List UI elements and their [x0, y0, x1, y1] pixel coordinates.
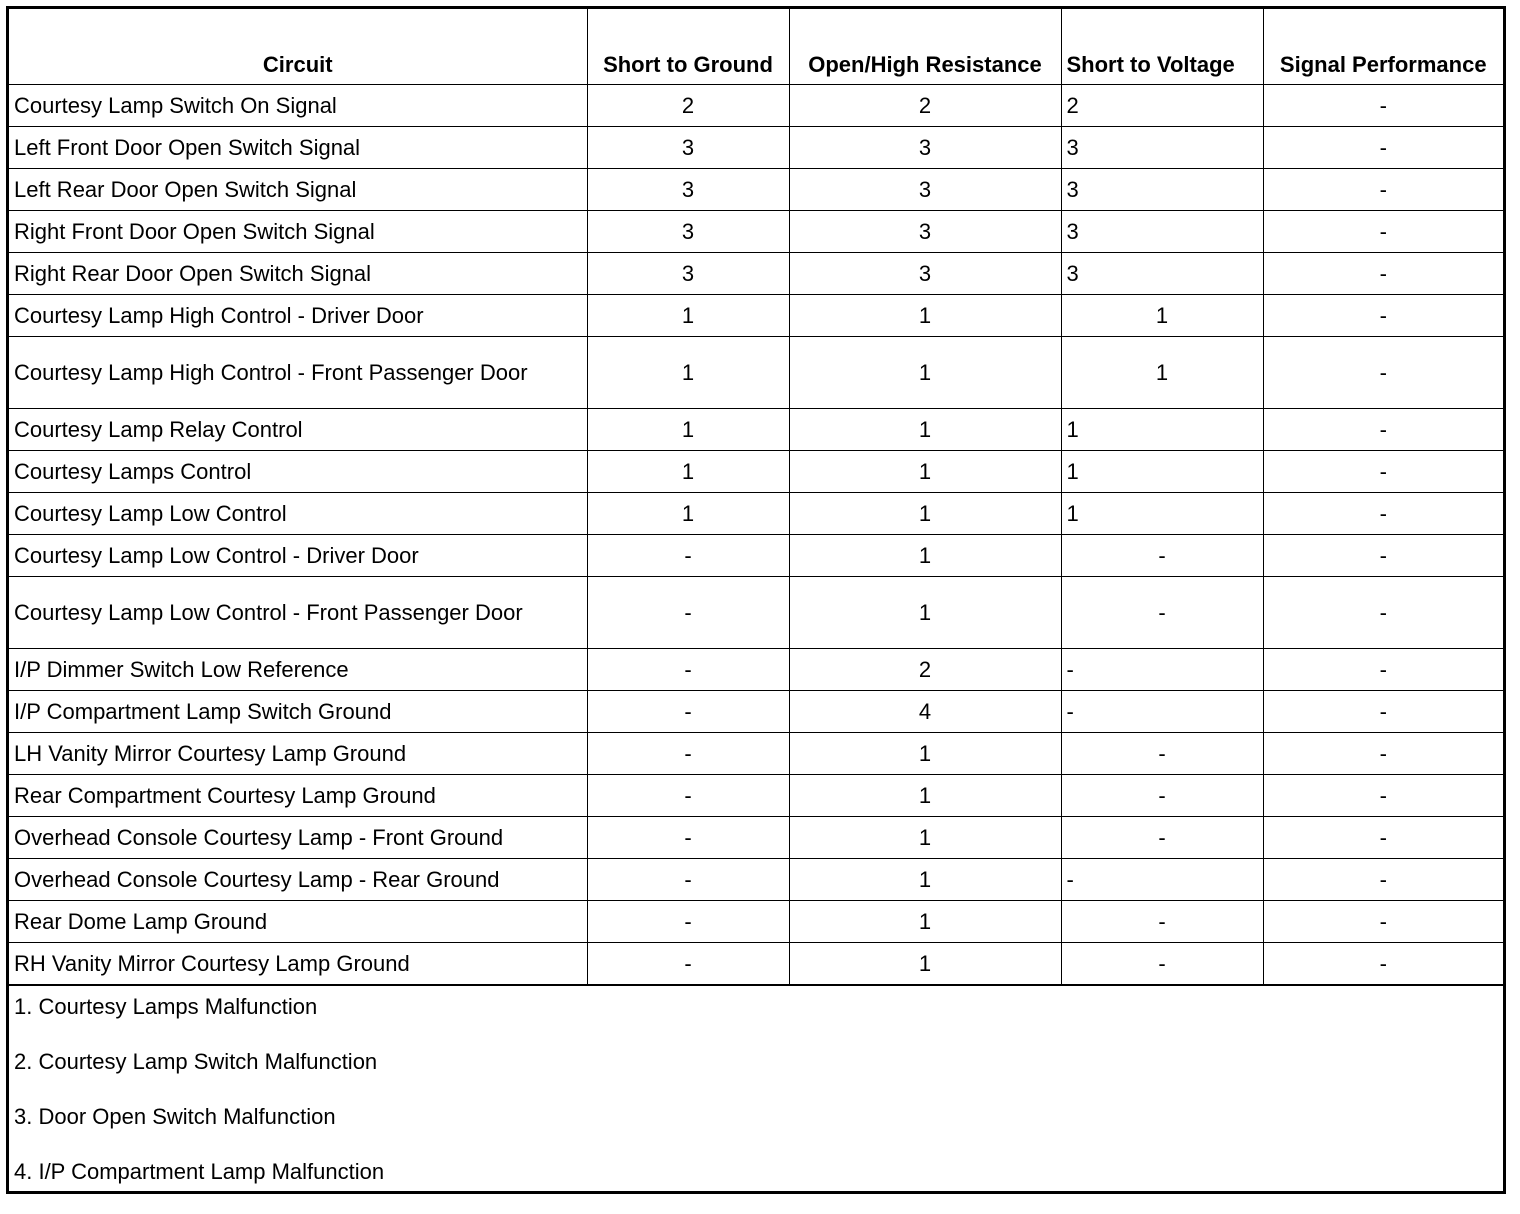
signal-performance-value: - [1263, 649, 1503, 691]
signal-performance-value: - [1263, 901, 1503, 943]
signal-performance-value: - [1263, 577, 1503, 649]
signal-performance-value: - [1263, 253, 1503, 295]
circuit-name: Courtesy Lamps Control [9, 451, 587, 493]
legend-item: 3. Door Open Switch Malfunction [14, 1104, 336, 1129]
signal-performance-value: - [1263, 775, 1503, 817]
circuit-name: Courtesy Lamp Relay Control [9, 409, 587, 451]
legend-item: 2. Courtesy Lamp Switch Malfunction [14, 1049, 378, 1074]
short-to-voltage-value: 3 [1061, 169, 1263, 211]
open-high-resistance-value: 1 [789, 535, 1061, 577]
open-high-resistance-value: 1 [789, 409, 1061, 451]
open-high-resistance-value: 3 [789, 127, 1061, 169]
circuit-name: Rear Compartment Courtesy Lamp Ground [9, 775, 587, 817]
short-to-ground-value: - [587, 901, 789, 943]
short-to-ground-value: 3 [587, 169, 789, 211]
signal-performance-value: - [1263, 451, 1503, 493]
circuit-name: Right Rear Door Open Switch Signal [9, 253, 587, 295]
circuit-fault-table [9, 9, 1503, 985]
open-high-resistance-value: 1 [789, 859, 1061, 901]
short-to-voltage-value: - [1061, 649, 1263, 691]
short-to-voltage-value: - [1061, 901, 1263, 943]
legend [9, 985, 1503, 1214]
open-high-resistance-value: 1 [789, 733, 1061, 775]
short-to-voltage-value: - [1061, 859, 1263, 901]
short-to-voltage-value: 3 [1061, 253, 1263, 295]
table-row [9, 169, 1503, 211]
table-row [9, 127, 1503, 169]
signal-performance-value: - [1263, 337, 1503, 409]
open-high-resistance-value: 1 [789, 337, 1061, 409]
table-row [9, 943, 1503, 985]
circuit-name: Courtesy Lamp High Control - Driver Door [9, 295, 587, 337]
circuit-name: Courtesy Lamp Low Control - Driver Door [9, 535, 587, 577]
open-high-resistance-value: 1 [789, 901, 1061, 943]
header-circuit: Circuit [9, 9, 587, 85]
short-to-ground-value: 1 [587, 409, 789, 451]
open-high-resistance-value: 1 [789, 295, 1061, 337]
open-high-resistance-value: 1 [789, 493, 1061, 535]
short-to-ground-value: 3 [587, 211, 789, 253]
short-to-voltage-value: 1 [1061, 337, 1263, 409]
table-row [9, 493, 1503, 535]
open-high-resistance-value: 2 [789, 649, 1061, 691]
circuit-name: Courtesy Lamp High Control - Front Passenger Door [9, 337, 587, 409]
open-high-resistance-value: 1 [789, 451, 1061, 493]
table-row [9, 409, 1503, 451]
signal-performance-value: - [1263, 691, 1503, 733]
short-to-ground-value: 3 [587, 127, 789, 169]
short-to-voltage-value: - [1061, 733, 1263, 775]
circuit-name: I/P Dimmer Switch Low Reference [9, 649, 587, 691]
short-to-voltage-value: - [1061, 775, 1263, 817]
signal-performance-value: - [1263, 493, 1503, 535]
table-row [9, 211, 1503, 253]
legend-item: 1. Courtesy Lamps Malfunction [14, 994, 318, 1019]
table-row [9, 85, 1503, 127]
table-row [9, 451, 1503, 493]
circuit-name: Overhead Console Courtesy Lamp - Front Ground [9, 817, 587, 859]
short-to-ground-value: - [587, 817, 789, 859]
signal-performance-value: - [1263, 409, 1503, 451]
signal-performance-value: - [1263, 859, 1503, 901]
open-high-resistance-value: 1 [789, 817, 1061, 859]
signal-performance-value: - [1263, 817, 1503, 859]
table-row [9, 733, 1503, 775]
signal-performance-value: - [1263, 733, 1503, 775]
open-high-resistance-value: 4 [789, 691, 1061, 733]
legend-item: 4. I/P Compartment Lamp Malfunction [14, 1159, 385, 1184]
short-to-voltage-value: - [1061, 535, 1263, 577]
short-to-voltage-value: 2 [1061, 85, 1263, 127]
table-row [9, 295, 1503, 337]
short-to-ground-value: - [587, 943, 789, 985]
short-to-ground-value: 1 [587, 295, 789, 337]
short-to-voltage-value: 3 [1061, 211, 1263, 253]
open-high-resistance-value: 1 [789, 775, 1061, 817]
open-high-resistance-value: 3 [789, 169, 1061, 211]
open-high-resistance-value: 1 [789, 943, 1061, 985]
circuit-name: Right Front Door Open Switch Signal [9, 211, 587, 253]
table-row [9, 817, 1503, 859]
circuit-fault-sheet [6, 6, 1506, 1194]
circuit-name: Courtesy Lamp Switch On Signal [9, 85, 587, 127]
circuit-name: Rear Dome Lamp Ground [9, 901, 587, 943]
short-to-voltage-value: - [1061, 943, 1263, 985]
table-row [9, 691, 1503, 733]
open-high-resistance-value: 1 [789, 577, 1061, 649]
signal-performance-value: - [1263, 211, 1503, 253]
short-to-ground-value: - [587, 733, 789, 775]
header-short-to-ground: Short to Ground [587, 9, 789, 85]
short-to-ground-value: - [587, 775, 789, 817]
open-high-resistance-value: 3 [789, 211, 1061, 253]
circuit-name: Courtesy Lamp Low Control [9, 493, 587, 535]
short-to-ground-value: 3 [587, 253, 789, 295]
header-open-high-resistance: Open/High Resistance [789, 9, 1061, 85]
signal-performance-value: - [1263, 535, 1503, 577]
signal-performance-value: - [1263, 127, 1503, 169]
circuit-name: Courtesy Lamp Low Control - Front Passenger Door [9, 577, 587, 649]
short-to-voltage-value: 1 [1061, 409, 1263, 451]
header-short-to-voltage: Short to Voltage [1061, 9, 1263, 85]
circuit-name: I/P Compartment Lamp Switch Ground [9, 691, 587, 733]
table-row [9, 253, 1503, 295]
signal-performance-value: - [1263, 295, 1503, 337]
circuit-name: Left Front Door Open Switch Signal [9, 127, 587, 169]
circuit-name: LH Vanity Mirror Courtesy Lamp Ground [9, 733, 587, 775]
header-signal-performance: Signal Performance [1263, 9, 1503, 85]
circuit-name: RH Vanity Mirror Courtesy Lamp Ground [9, 943, 587, 985]
signal-performance-value: - [1263, 943, 1503, 985]
table-row [9, 775, 1503, 817]
short-to-ground-value: 1 [587, 337, 789, 409]
short-to-ground-value: - [587, 577, 789, 649]
short-to-voltage-value: 1 [1061, 493, 1263, 535]
short-to-ground-value: 2 [587, 85, 789, 127]
signal-performance-value: - [1263, 85, 1503, 127]
short-to-voltage-value: - [1061, 817, 1263, 859]
circuit-name: Left Rear Door Open Switch Signal [9, 169, 587, 211]
short-to-ground-value: - [587, 649, 789, 691]
short-to-ground-value: 1 [587, 493, 789, 535]
short-to-ground-value: - [587, 859, 789, 901]
open-high-resistance-value: 2 [789, 85, 1061, 127]
short-to-ground-value: 1 [587, 451, 789, 493]
short-to-voltage-value: 3 [1061, 127, 1263, 169]
table-row [9, 337, 1503, 409]
short-to-ground-value: - [587, 691, 789, 733]
circuit-name: Overhead Console Courtesy Lamp - Rear Ground [9, 859, 587, 901]
short-to-ground-value: - [587, 535, 789, 577]
table-row [9, 535, 1503, 577]
short-to-voltage-value: 1 [1061, 451, 1263, 493]
signal-performance-value: - [1263, 169, 1503, 211]
short-to-voltage-value: - [1061, 691, 1263, 733]
header-row [9, 9, 1503, 85]
table-row [9, 901, 1503, 943]
open-high-resistance-value: 3 [789, 253, 1061, 295]
table-row [9, 859, 1503, 901]
table-row [9, 577, 1503, 649]
short-to-voltage-value: 1 [1061, 295, 1263, 337]
table-row [9, 649, 1503, 691]
short-to-voltage-value: - [1061, 577, 1263, 649]
